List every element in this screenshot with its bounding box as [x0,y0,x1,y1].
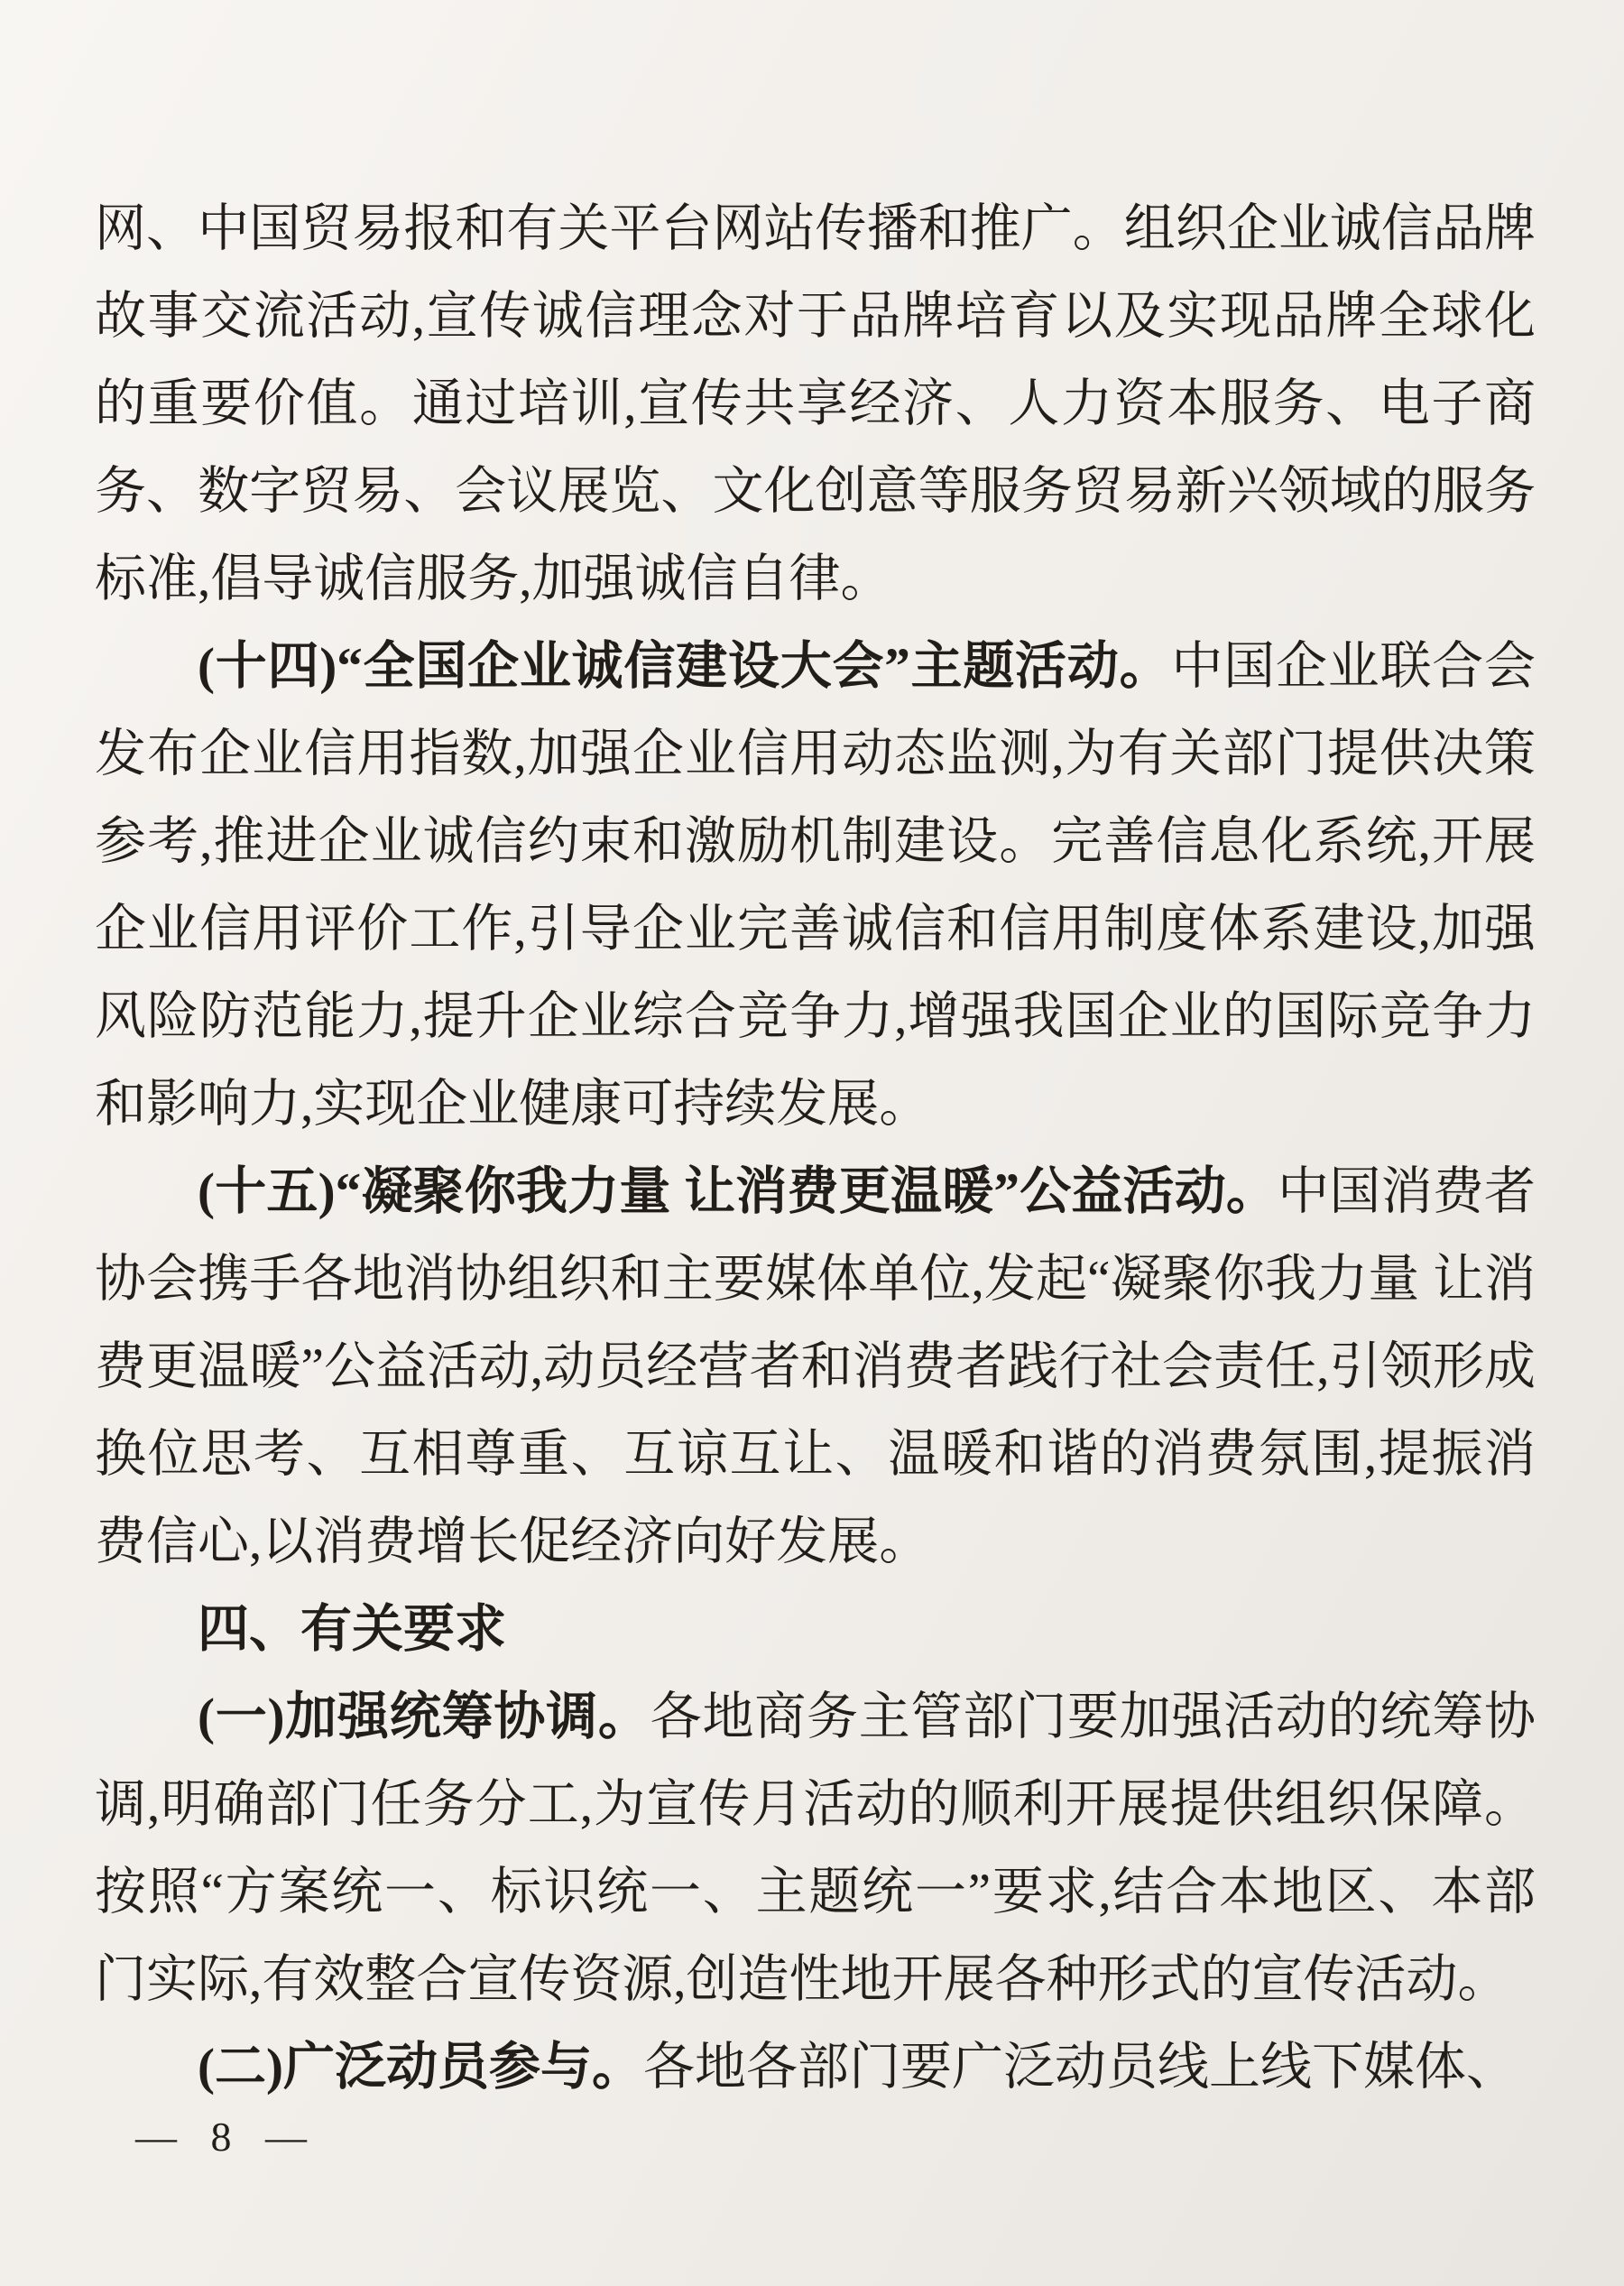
paragraph-text: 中国企业联合会发布企业信用指数,加强企业信用动态监测,为有关部门提供决策参考,推进企业诚信约束和激励机制建设。完善信息化系统,开展企业信用评价工作,引导企业完善诚信和信用制度体系建设,加强风险防范能力,提升企业综合竞争力,增强我国企业的国际竞争力和影响力,实现企业健康可持续发展。 [95,638,1536,1133]
paragraph-requirement-2 [95,2023,1536,2111]
paragraph-text: 各地商务主管部门要加强活动的统筹协调,明确部门任务分工,为宣传月活动的顺利开展提供组织保障。按照“方案统一、标识统一、主题统一”要求,结合本地区、本部门实际,有效整合宣传资源,创造性地开展各种形式的宣传活动。 [95,1689,1536,2008]
paragraph-text: 中国消费者协会携手各地消协组织和主要媒体单位,发起“凝聚你我力量 让消费更温暖”公益活动,动员经营者和消费者践行社会责任,引领形成换位思考、互相尊重、互谅互让、温暖和谐的消费氛围,提振消费信心,以消费增长促经济向好发展。 [95,1163,1536,1570]
paragraph-lead: (二)广泛动员参与。 [198,2039,643,2096]
paragraph-lead: (十五)“凝聚你我力量 让消费更温暖”公益活动。 [198,1163,1278,1220]
paragraph-requirement-1 [95,1673,1536,2023]
paragraph-activity-15 [95,1148,1536,1586]
paragraph-lead: (十四)“全国企业诚信建设大会”主题活动。 [198,638,1172,695]
paragraph-text: 各地各部门要广泛动员线上线下媒体、 [642,2039,1518,2096]
page-number-text: — 8 — [135,2114,307,2160]
section-heading-requirements [95,1586,1536,1673]
page-number [135,2110,307,2164]
paragraph-continuation [95,185,1536,623]
paragraph-lead: (一)加强统筹协调。 [198,1689,651,1745]
paragraph-activity-14 [95,623,1536,1148]
document-text-block [95,185,1536,2111]
paragraph-text: 网、中国贸易报和有关平台网站传播和推广。组织企业诚信品牌故事交流活动,宣传诚信理念对于品牌培育以及实现品牌全球化的重要价值。通过培训,宣传共享经济、人力资本服务、电子商务、数字贸易、会议展览、文化创意等服务贸易新兴领域的服务标准,倡导诚信服务,加强诚信自律。 [95,200,1536,607]
section-heading-text: 四、有关要求 [198,1601,506,1658]
